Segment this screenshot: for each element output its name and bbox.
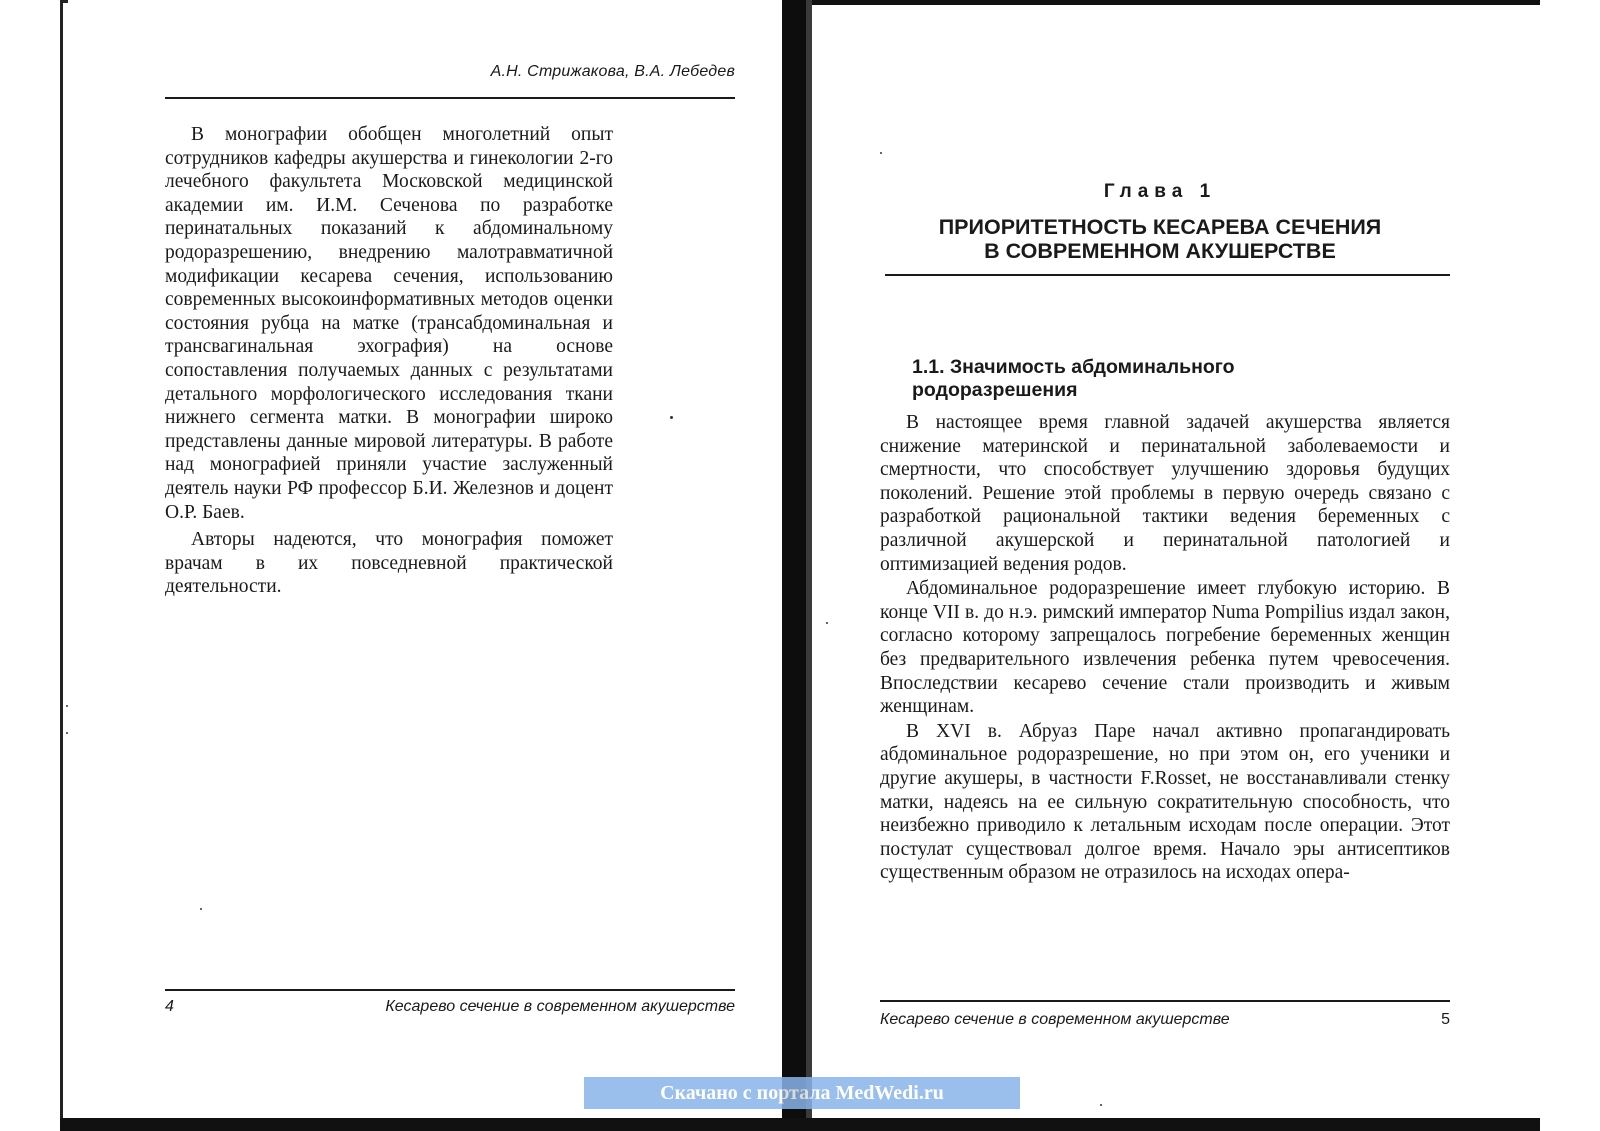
footer-rule (880, 1000, 1450, 1002)
preface-paragraph: В монографии обобщен многолетний опыт сотрудников кафедры акушерства и гинекологии 2-го лечебного факультета Московской медицинской академии им. И.М. Сеченова по разработке перинатальных показаний к абдоминальному родоразрешению, внедрению малотравматичной модификации кесарева сечения, использованию современных высокоинформативных методов оценки состояния рубца на матке (трансабдоминальная и трансвагинальная эхография) на основе сопоставления получаемых данных с результатами детального морфологического исследования ткани нижнего сегмента матки. В монографии широко представлены данные мировой литературы. В работе над монографией приняли участие заслуженный деятель науки РФ профессор Б.И. Железнов и доцент О.Р. Баев. (165, 124, 613, 523)
scan-speck (66, 705, 68, 707)
scan-speck (1100, 1104, 1102, 1106)
footer-book-title-right: Кесарево сечение в современном акушерстве (880, 1011, 1230, 1028)
scan-speck (826, 622, 828, 624)
footer-rule (165, 989, 735, 991)
page-number-right: 5 (1441, 1011, 1450, 1028)
header-rule (165, 97, 735, 99)
chapter-title (880, 215, 1440, 263)
scan-speck (200, 908, 202, 910)
chapter-label: Глава 1 (1103, 181, 1217, 202)
scan-bottom-edge (60, 1118, 1540, 1131)
scan-corner-mark (60, 0, 68, 3)
section-heading: 1.1. Значимость абдоминального родоразрешения (912, 356, 1235, 401)
chapter-title-line: ПРИОРИТЕТНОСТЬ КЕСАРЕВА СЕЧЕНИЯ (938, 215, 1382, 239)
running-head-authors: А.Н. Стрижакова, В.А. Лебедев (490, 63, 735, 80)
scan-speck (66, 732, 68, 734)
preface-paragraph: Авторы надеются, что монография поможет врачам в их повседневной практической деятельности. (165, 529, 613, 598)
chapter-rule (885, 274, 1450, 276)
footer-book-title-left: Кесарево сечение в современном акушерстве (385, 998, 735, 1015)
body-paragraph: В настоящее время главной задачей акушерства является снижение материнской и перинатальной заболеваемости и смертности, что способствует улучшению здоровья будущих поколений. Решение этой проблемы в первую очередь связано с разработкой рациональной тактики ведения беременных с различной акушерской и перинатальной патологией и оптимизацией ведения родов. (880, 412, 1450, 575)
body-paragraph: В XVI в. Абруаз Паре начал активно пропагандировать абдоминальное родоразрешение, но при этом он, его ученики и другие акушеры, в частности F.Rosset, не восстанавливали стенку матки, надеясь на ее сильную сократительную способность, что неизбежно приводило к летальным исходам после операции. Этот постулат существовал долгое время. Начало эры антисептиков существенным образом не отразилось на исходах опера- (880, 720, 1450, 884)
body-paragraph: Абдоминальное родоразрешение имеет глубокую историю. В конце VII в. до н.э. римский император Numa Pompilius издал закон, согласно которому запрещалось погребение беременных женщин без предварительного извлечения ребенка путем чревосечения. Впоследствии кесарево сечение стали производить и живым женщинам. (880, 578, 1450, 718)
book-gutter-shadow (806, 0, 812, 1131)
book-gutter (782, 0, 806, 1131)
download-watermark: Скачано с портала MedWedi.ru (584, 1077, 1020, 1109)
right-page-body (880, 411, 1450, 885)
scan-top-edge (790, 0, 1540, 5)
chapter-title-line: В СОВРЕМЕННОМ АКУШЕРСТВЕ (984, 239, 1336, 263)
scan-left-edge (60, 0, 63, 1131)
left-page-body (165, 123, 613, 599)
scan-speck (880, 152, 882, 154)
scan-speck (670, 416, 673, 419)
page-number-left: 4 (165, 998, 174, 1015)
